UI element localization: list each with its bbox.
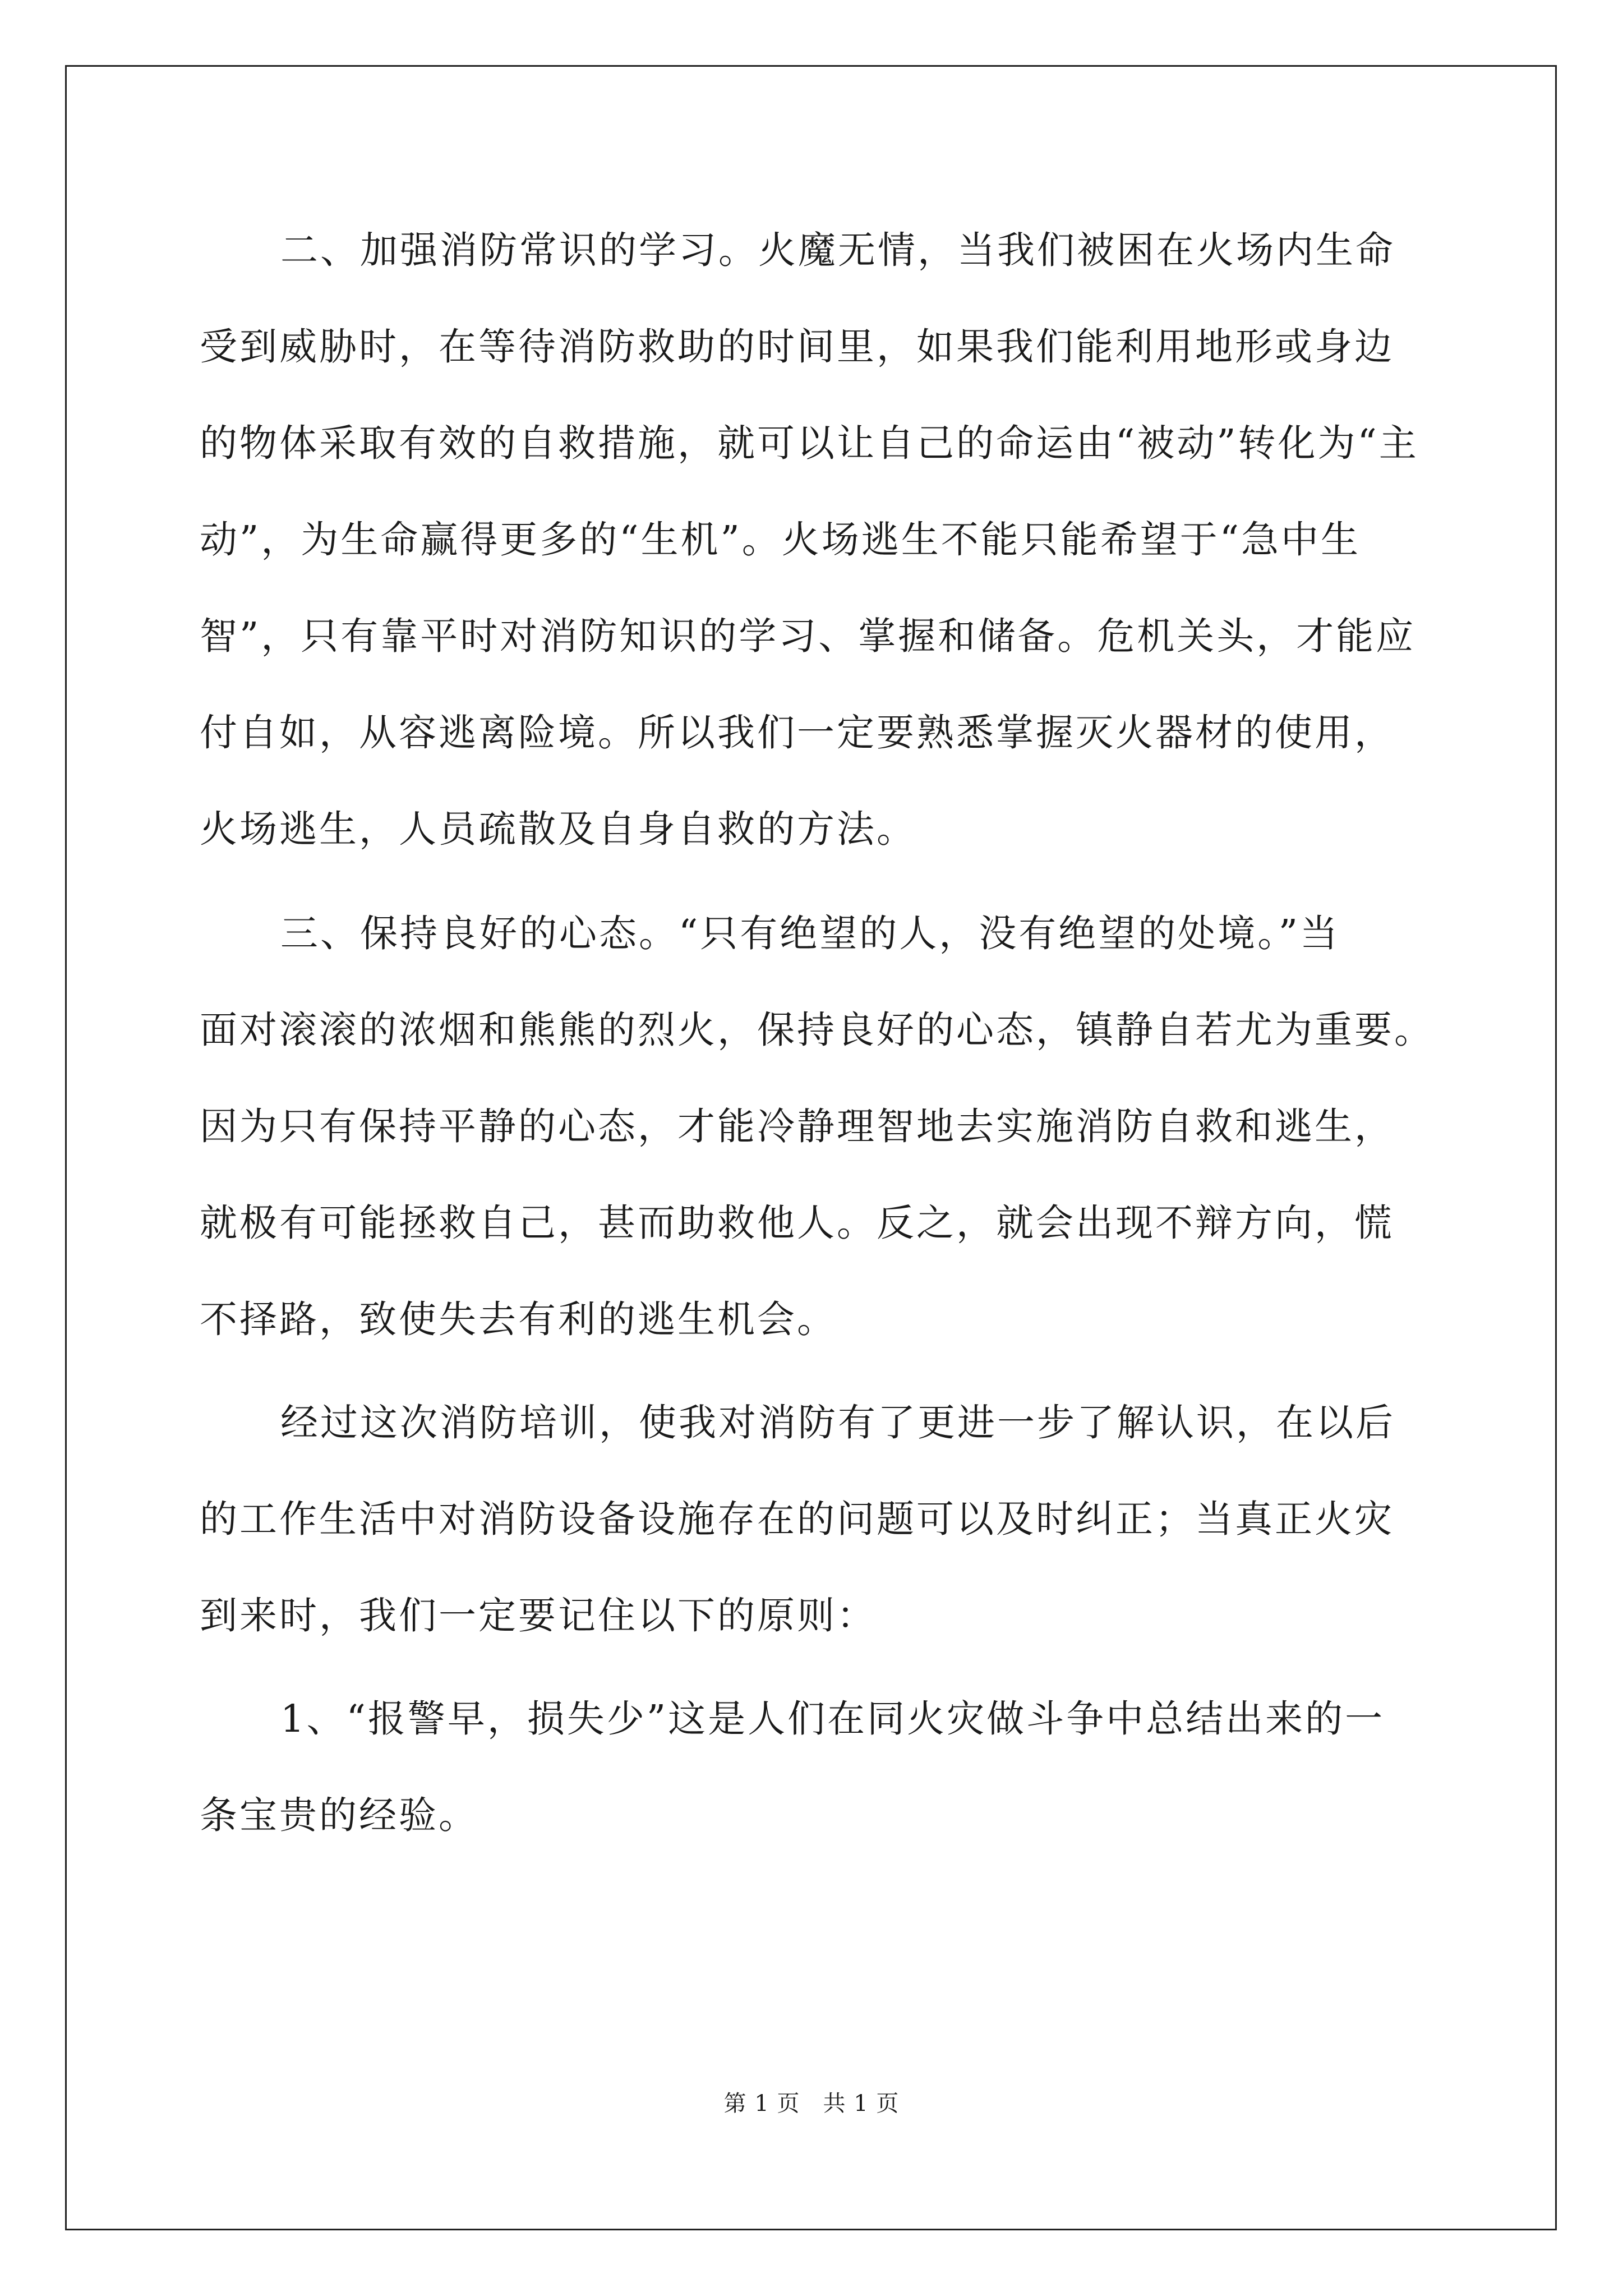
paragraph-line: 面对滚滚的浓烟和熊熊的烈火，保持良好的心态，镇静自若尤为重要。 <box>200 1008 1434 1052</box>
paragraph-line: 条宝贵的经验。 <box>200 1793 478 1837</box>
paragraph-line: 的工作生活中对消防设备设施存在的问题可以及时纠正；当真正火灾 <box>200 1497 1394 1541</box>
paragraph-line: 就极有可能拯救自己，甚而助救他人。反之，就会出现不辩方向，慌 <box>200 1201 1394 1245</box>
paragraph-line: 1、“报警早，损失少”这是人们在同火灾做斗争中总结出来的一 <box>280 1697 1385 1741</box>
paragraph-line: 动”，为生命赢得更多的“生机”。火场逃生不能只能希望于“急中生 <box>200 518 1361 562</box>
paragraph-line: 受到威胁时，在等待消防救助的时间里，如果我们能利用地形或身边 <box>200 325 1394 369</box>
paragraph-line: 二、加强消防常识的学习。火魔无情，当我们被困在火场内生命 <box>280 228 1395 272</box>
paragraph-line: 三、保持良好的心态。“只有绝望的人，没有绝望的处境。”当 <box>280 912 1340 955</box>
paragraph-line: 智”，只有靠平时对消防知识的学习、掌握和储备。危机关头，才能应 <box>200 614 1416 658</box>
paragraph-line: 经过这次消防培训，使我对消防有了更进一步了解认识，在以后 <box>280 1401 1395 1444</box>
paragraph-line: 火场逃生，人员疏散及自身自救的方法。 <box>200 807 916 851</box>
paragraph-line: 因为只有保持平静的心态，才能冷静理智地去实施消防自救和逃生， <box>200 1105 1394 1148</box>
paragraph-line: 付自如，从容逃离险境。所以我们一定要熟悉掌握灭火器材的使用， <box>200 711 1394 754</box>
paragraph-line: 不择路，致使失去有利的逃生机会。 <box>200 1297 837 1341</box>
page-number-footer: 第 1 页 共 1 页 <box>723 2091 900 2116</box>
paragraph-line: 到来时，我们一定要记住以下的原则： <box>200 1594 877 1637</box>
paragraph-line: 的物体采取有效的自救措施，就可以让自己的命运由“被动”转化为“主 <box>200 421 1419 465</box>
